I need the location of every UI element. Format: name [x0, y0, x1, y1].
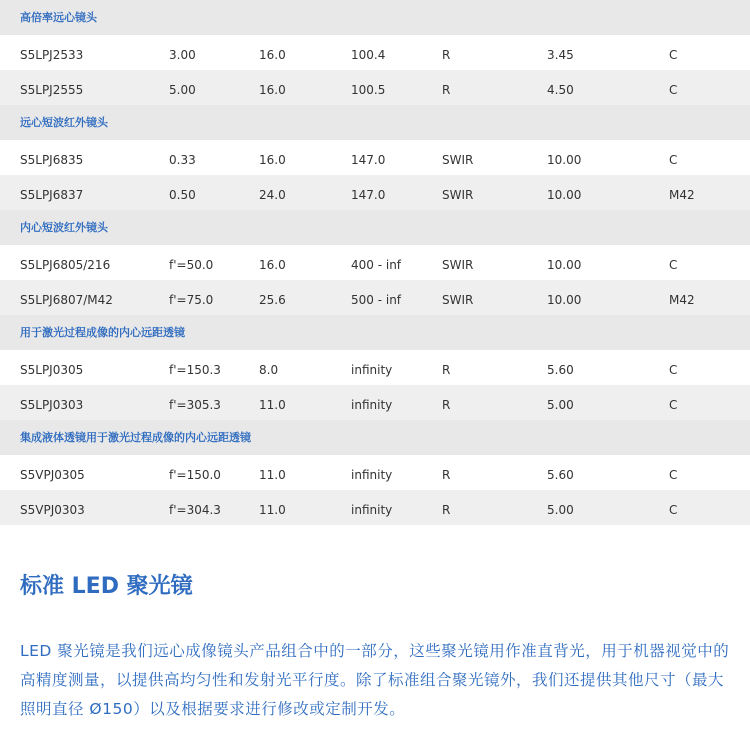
- section-header: 内心短波红外镜头: [0, 210, 750, 245]
- mount-cell: C: [669, 468, 678, 482]
- table-row: [0, 140, 750, 175]
- model-cell: S5LPJ6835: [20, 153, 84, 167]
- value-cell: 16.0: [259, 258, 286, 272]
- value-cell: 16.0: [259, 83, 286, 97]
- mount-cell: C: [669, 398, 678, 412]
- value-cell: 3.00: [169, 48, 196, 62]
- mount-cell: C: [669, 363, 678, 377]
- value-cell: 24.0: [259, 188, 286, 202]
- value-cell: f'=150.0: [169, 468, 221, 482]
- value-cell: 25.6: [259, 293, 286, 307]
- mount-cell: C: [669, 48, 678, 62]
- section-header: 集成液体透镜用于激光过程成像的内心远距透镜: [0, 420, 750, 455]
- value-cell: 5.60: [547, 468, 574, 482]
- value-cell: R: [442, 83, 451, 97]
- intro-title: 标准 LED 聚光镜: [20, 574, 193, 599]
- value-cell: 8.0: [259, 363, 279, 377]
- value-cell: infinity: [351, 468, 393, 482]
- value-cell: R: [442, 398, 451, 412]
- value-cell: f'=150.3: [169, 363, 221, 377]
- value-cell: R: [442, 48, 451, 62]
- value-cell: 5.00: [547, 503, 574, 517]
- model-cell: S5VPJ0303: [20, 503, 85, 517]
- section-header: 高倍率远心镜头: [0, 0, 750, 35]
- value-cell: 400 - inf: [351, 258, 402, 272]
- section-header: 远心短波红外镜头: [0, 105, 750, 140]
- model-cell: S5LPJ6837: [20, 188, 84, 202]
- value-cell: R: [442, 363, 451, 377]
- table-row: [0, 350, 750, 385]
- spacer: [0, 525, 750, 570]
- value-cell: SWIR: [442, 258, 474, 272]
- section-header: 用于激光过程成像的内心远距透镜: [0, 315, 750, 350]
- value-cell: 5.00: [169, 83, 196, 97]
- value-cell: SWIR: [442, 188, 474, 202]
- table-row: [0, 490, 750, 525]
- table-row: [0, 70, 750, 105]
- value-cell: SWIR: [442, 293, 474, 307]
- value-cell: R: [442, 503, 451, 517]
- value-cell: 10.00: [547, 153, 582, 167]
- section-group: [0, 420, 750, 525]
- model-cell: S5LPJ2555: [20, 83, 84, 97]
- value-cell: f'=75.0: [169, 293, 214, 307]
- section-group: [0, 210, 750, 315]
- intro-section: [0, 570, 750, 724]
- value-cell: 4.50: [547, 83, 574, 97]
- value-cell: 10.00: [547, 293, 582, 307]
- value-cell: SWIR: [442, 153, 474, 167]
- mount-cell: C: [669, 258, 678, 272]
- table-row: [0, 385, 750, 420]
- mount-cell: C: [669, 83, 678, 97]
- value-cell: 100.4: [351, 48, 386, 62]
- mount-cell: M42: [669, 293, 695, 307]
- value-cell: 147.0: [351, 153, 386, 167]
- value-cell: infinity: [351, 503, 393, 517]
- model-cell: S5LPJ6807/M42: [20, 293, 113, 307]
- mount-cell: M42: [669, 188, 695, 202]
- mount-cell: C: [669, 153, 678, 167]
- value-cell: f'=50.0: [169, 258, 214, 272]
- value-cell: infinity: [351, 398, 393, 412]
- table-row: [0, 35, 750, 70]
- value-cell: 16.0: [259, 48, 286, 62]
- value-cell: f'=304.3: [169, 503, 221, 517]
- model-cell: S5LPJ2533: [20, 48, 84, 62]
- value-cell: 11.0: [259, 468, 286, 482]
- section-group: [0, 315, 750, 420]
- section-group: [0, 0, 750, 105]
- value-cell: 0.50: [169, 188, 196, 202]
- intro-text: LED 聚光镜是我们远心成像镜头产品组合中的一部分，这些聚光镜用作准直背光，用于机器视觉中的高精度测量，以提供高均匀性和发射光平行度。除了标准组合聚光镜外，我们还提供其他尺寸（最大照明直径 Ø150）以及根据要求进行修改或定制开发。: [20, 642, 730, 718]
- section-group: [0, 105, 750, 210]
- table-row: [0, 245, 750, 280]
- value-cell: f'=305.3: [169, 398, 221, 412]
- value-cell: 11.0: [259, 398, 286, 412]
- model-cell: S5VPJ0305: [20, 468, 85, 482]
- value-cell: 100.5: [351, 83, 386, 97]
- value-cell: 5.00: [547, 398, 574, 412]
- mount-cell: C: [669, 503, 678, 517]
- value-cell: 3.45: [547, 48, 574, 62]
- model-cell: S5LPJ0303: [20, 398, 84, 412]
- value-cell: R: [442, 468, 451, 482]
- table-row: [0, 455, 750, 490]
- value-cell: 10.00: [547, 188, 582, 202]
- value-cell: 16.0: [259, 153, 286, 167]
- table-row: [0, 280, 750, 315]
- value-cell: 147.0: [351, 188, 386, 202]
- table-row: [0, 175, 750, 210]
- value-cell: 5.60: [547, 363, 574, 377]
- value-cell: 10.00: [547, 258, 582, 272]
- model-cell: S5LPJ0305: [20, 363, 84, 377]
- value-cell: infinity: [351, 363, 393, 377]
- value-cell: 11.0: [259, 503, 286, 517]
- value-cell: 0.33: [169, 153, 196, 167]
- model-cell: S5LPJ6805/216: [20, 258, 111, 272]
- value-cell: 500 - inf: [351, 293, 402, 307]
